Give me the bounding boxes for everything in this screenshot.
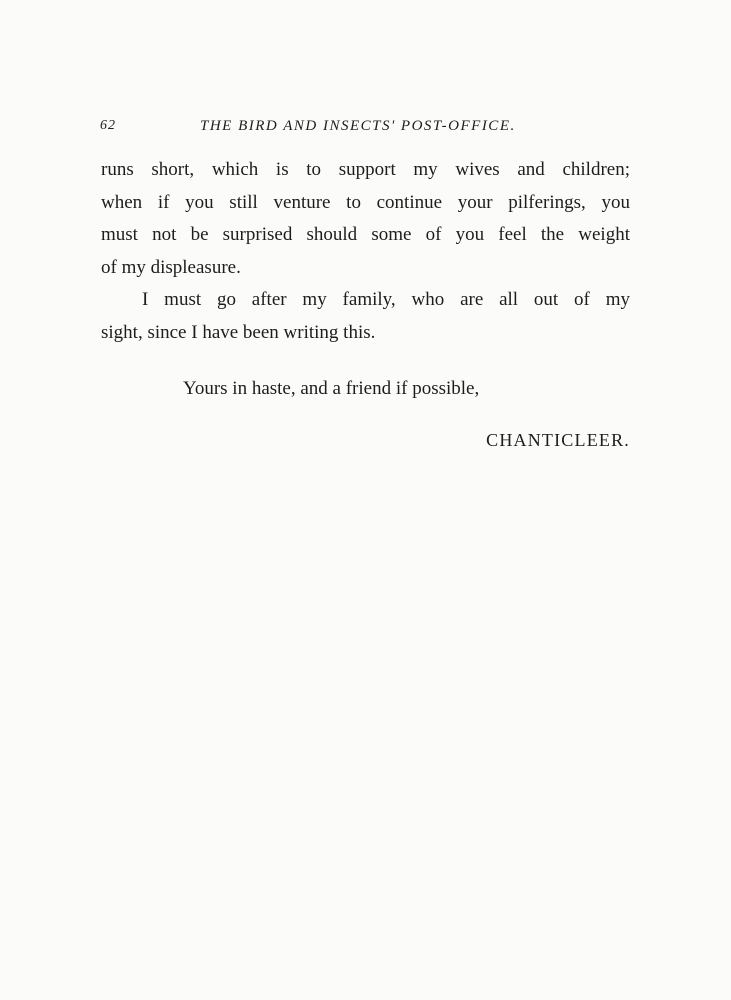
- page-number: 62: [100, 118, 116, 133]
- body-text: [101, 154, 630, 349]
- page-header: [100, 118, 630, 142]
- text-line: when if you still venture to continue your pilferings, you: [101, 191, 630, 213]
- text-line: must not be surprised should some of you feel the weight: [101, 224, 630, 245]
- text-line: of my displeasure.: [101, 256, 241, 278]
- text-line: runs short, which is to support my wives and children;: [101, 159, 630, 180]
- text-line: sight, since I have been writing this.: [101, 321, 376, 343]
- signature: CHANTICLEER.: [486, 430, 630, 450]
- running-title: THE BIRD AND INSECTS' POST-OFFICE.: [200, 118, 516, 134]
- text-line: I must go after my family, who are all out of my: [142, 289, 630, 310]
- valediction: Yours in haste, and a friend if possible,: [183, 378, 480, 399]
